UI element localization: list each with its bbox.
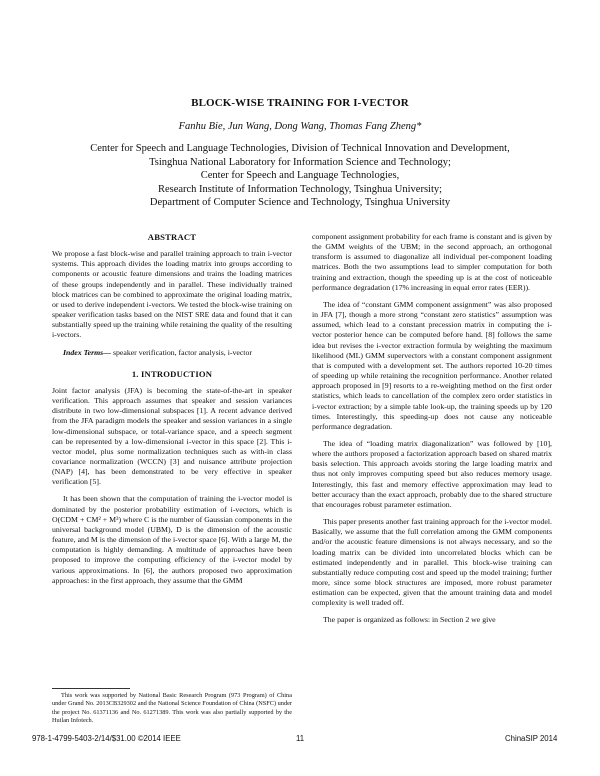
affiliations <box>0 142 600 210</box>
page-number: 11 <box>296 734 305 743</box>
intro-paragraph: It has been shown that the computation of training the i-vector model is dominated by the posterior probability estimation of i-vectors, which is O(CDM + CM² + M³) where C is the number of Gaussian components in the universal background model (UBM), D is the dimension of the acoustic feature, and M is the dimension of the i-vector space [6]. With a large M, the computation is highly demanding. A multitude of approaches have been proposed to improve the computing efficiency of the i-vector model by various approximations. In [6], the authors proposed two approximation approaches: in the first approach, they assume that the GMM <box>52 494 292 585</box>
conference-name: ChinaSIP 2014 <box>505 734 558 743</box>
affiliation-line: Research Institute of Information Technology, Tsinghua University; <box>157 183 443 195</box>
right-column <box>312 232 552 626</box>
abstract-text: We propose a fast block-wise and parallel training approach to train i-vector systems. This approach divides the loading matrix into groups according to components or acoustic feature dimensions and trains the loading matrices of these groups independently and in parallel. These individually trained block matrices can be combined to approximate the original loading matrix, or used to derive independent i-vectors. We tested the block-wise training on speaker verification tasks based on the NIST SRE data and found that it can substantially speed up the training while retaining the quality of the resulting i-vectors. <box>52 249 292 340</box>
body-paragraph: The idea of “loading matrix diagonalization” was followed by [10], where the authors proposed a factorization approach based on shared matrix basis selection. This approach avoids storing the large loading matrix and thus not only improves computing speed but also reduces memory usage. Interestingly, this fast and memory effective approximation may lead to better accuracy than the exact approach, probably due to the shared structure that encourages robust parameter estimation. <box>312 438 552 509</box>
footer-isbn: 978-1-4799-5403-2/14/$31.00 ©2014 IEEE <box>32 734 181 743</box>
footnote-divider <box>52 688 130 689</box>
affiliation-line: Center for Speech and Language Technologies, Division of Technical Innovation and Development, <box>90 143 510 154</box>
paper-title: BLOCK-WISE TRAINING FOR I-VECTOR <box>191 97 409 109</box>
abstract-heading: ABSTRACT <box>147 232 197 242</box>
body-paragraph: component assignment probability for each frame is constant and is given by the GMM weights of the UBM; in the second approach, an orthogonal transform is assumed to diagonalize all individual per-component loading matrices. Both the two assumptions lead to simpler computation for both training and extraction, though the speeding up is at the cost of noticeable performance degradation (17% increasing in equal error rates (EER)). <box>312 232 552 292</box>
affiliation-line: Center for Speech and Language Technologies, <box>200 170 400 182</box>
intro-paragraph: Joint factor analysis (JFA) is becoming the state-of-the-art in speaker verification. This approach assumes that speaker and session variances distribute in two low-dimensional subspaces [1]. A recent advance derived from the JFA paradigm models the speaker and session variances in a single low-dimensional subspace, or total-variance space, and a speech segment can be represented by a low-dimensional i-vector in this space [2]. This i-vector model, plus some normalization techniques such as with-in class covariance normalization (WCCN) [3] and nuisance attribute projection (NAP) [4], has been demonstrated to be very effective in speaker verification [5]. <box>52 385 292 487</box>
author-list: Fanhu Bie, Jun Wang, Dong Wang, Thomas Fang Zheng* <box>178 121 422 132</box>
index-terms-text: speaker verification, factor analysis, i-vector <box>112 347 252 357</box>
funding-footnote: This work was supported by National Basic Research Program (973 Program) of China under Grand No. 2013CB329302 and the National Science Foundation of China (NSFC) under the project No. 61371136 and No. 61271389. This work was also partially supported by the Huilan Infotech. <box>52 692 292 725</box>
introduction-heading: 1. INTRODUCTION <box>131 368 213 379</box>
body-paragraph: This paper presents another fast training approach for the i-vector model. Basically, we assume that the full correlation among the GMM components and/or the acoustic feature dimensions is not always necessary, and so the loading matrix can be divided into uncorrelated blocks which can be estimated independently and in parallel. This block-wise training can substantially reduce computing cost and speed up the model training; further more, since some block structures are imposed, more robust parameter estimation can be expected, given that the amount training data and model complexity is well traded off. <box>312 517 552 608</box>
index-terms-label: Index Terms— <box>63 347 112 357</box>
affiliation-line: Department of Computer Science and Technology, Tsinghua University <box>149 197 451 209</box>
body-paragraph: The idea of “constant GMM component assignment” was also proposed in JFA [7], though a more strong “constant zero statistics” assumption was assumed, which lead to a constant precession matrix in computing the i-vector posterior hence can be computed before hand. [8] follows the same idea but revises the i-vector extraction formula by weighting the maximum likelihood (ML) GMM supervectors with a constant component assignment that is computed with a development set. The authors reported 10-20 times of speeding up while retaining the recognition performance. Another related approach proposed in [9] resorts to a re-weighting method on the first order statistics, which leads to cancellation of the complex zero order statistics in i-vector extraction; by a simple table look-up, the training speeds up by 120 times. Interestingly, this speeding-up does not cause any noticeable performance degradation. <box>312 299 552 431</box>
index-terms <box>52 348 292 358</box>
affiliation-line: Tsinghua National Laboratory for Information Science and Technology; <box>149 156 451 168</box>
body-paragraph: The paper is organized as follows: in Section 2 we give <box>323 615 496 625</box>
left-column <box>52 232 292 586</box>
